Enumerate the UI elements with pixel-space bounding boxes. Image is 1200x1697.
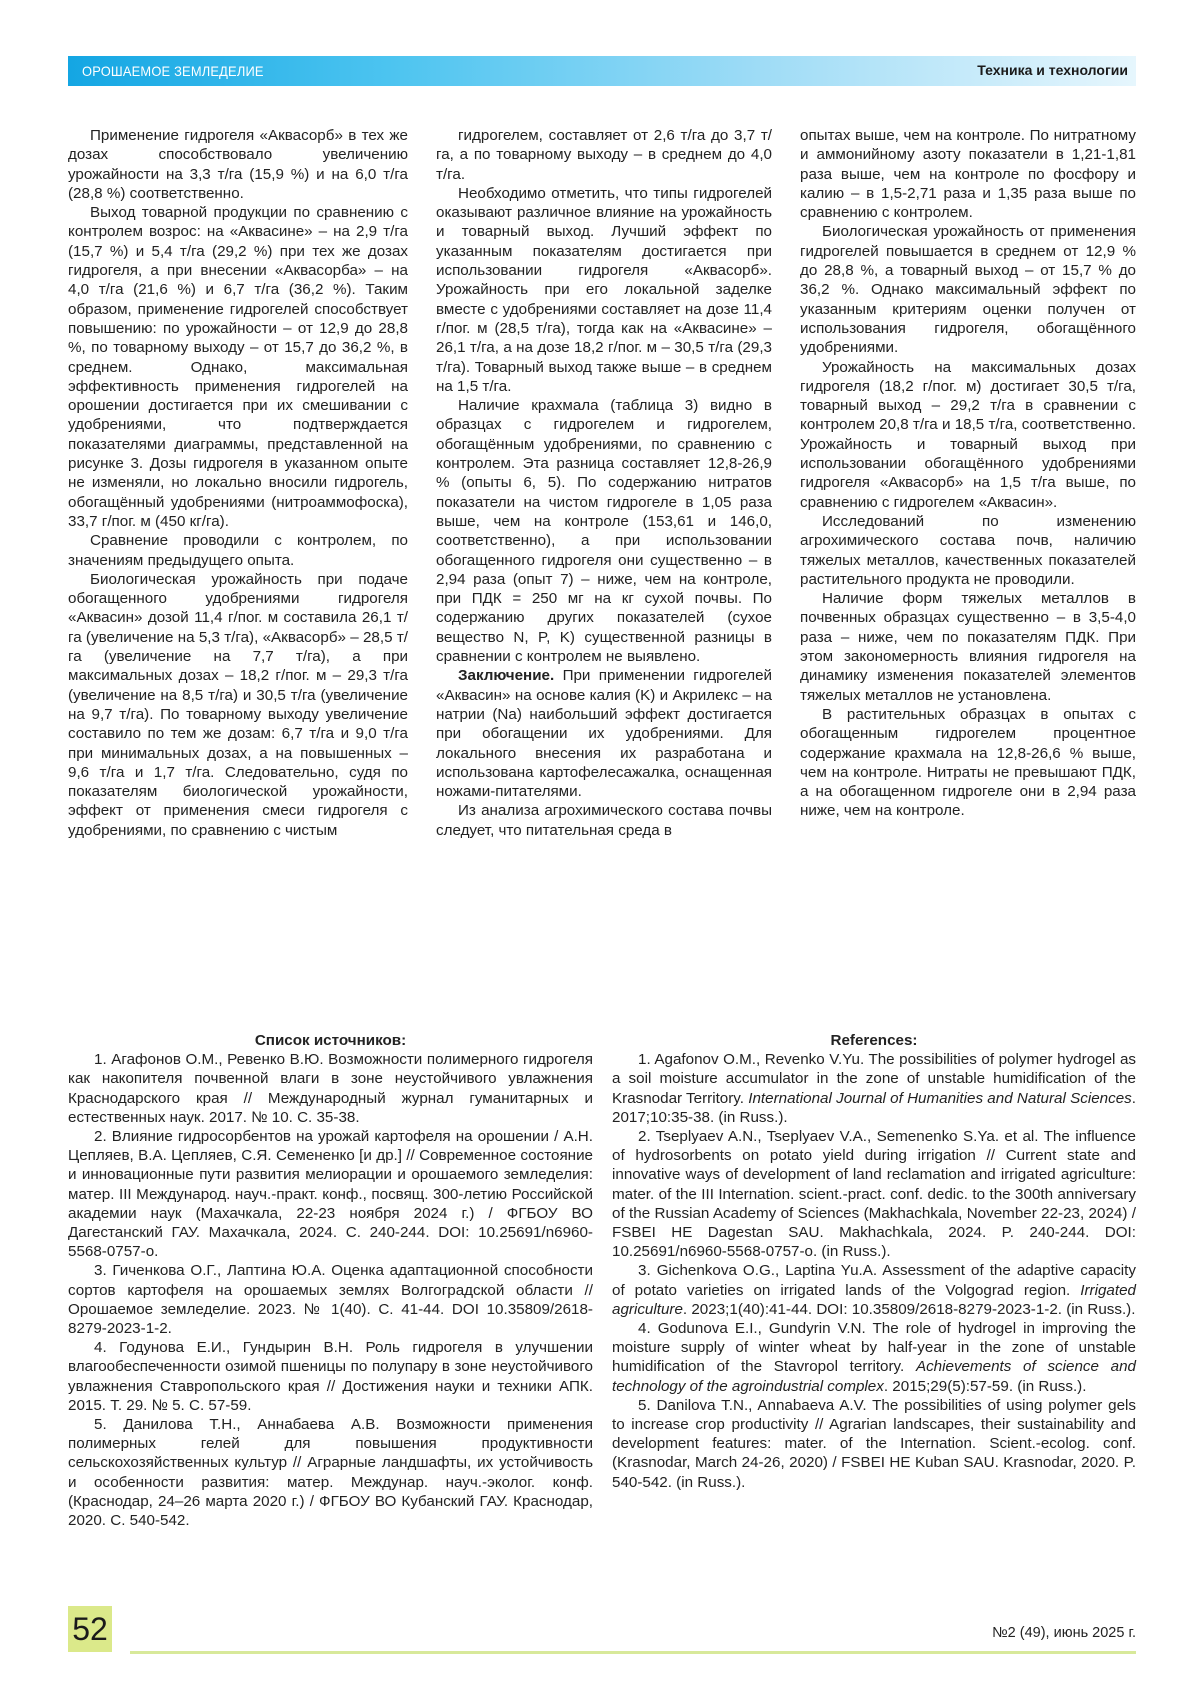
reference-journal: Irrigated agriculture [612, 1281, 1136, 1318]
paragraph: Наличие крахмала (таблица 3) видно в образцах с гидрогелем и гидрогелем, обогащённым удобрениями, по сравнению с контролем. Эта разница составляет 12,8-26,9 % (опыты 6, 5). По содержанию нитратов показатели на чистом гидрогеле в 1,05 раза выше, чем на контроле (153,61 и 146,0, соответственно), а при использовании обогащенного гидрогеля они существенно – в 2,94 раза (опыт 7) – ниже, чем на контроле, при ПДК = 250 мг на кг сухой почвы. По содержанию других показателей (сухое вещество N, P, K) существенной разницы в сравнении с контролем не выявлено. [436, 397, 772, 666]
reference-item: 3. Гиченкова О.Г., Лаптина Ю.А. Оценка адаптационной способности сортов картофеля на орошаемых землях Волгоградской области // Орошаемое земледелие. 2023. № 1(40). С. 41-44. DOI 10.35809/2618-8279-2023-1-2. [68, 1262, 593, 1338]
reference-text: . 2015;29(5):57-59. (in Russ.). [883, 1377, 1087, 1395]
paragraph: Биологическая урожайность от применения гидрогелей повышается в среднем от 12,9 % до 28,8 %, а товарный выход – от 15,7 % до 36,2 %. Однако максимальный эффект по указанным критериям оценки получен от использования гидрогеля, обогащённого удобрениями. [800, 223, 1136, 357]
paragraph: Наличие форм тяжелых металлов в почвенных образцах существенно – в 3,5-4,0 раза – ниже, чем по показателям ПДК. При этом закономерность влияния гидрогеля на динамику изменения показателей элементов тяжелых металлов не установлена. [800, 590, 1136, 704]
reference-item [612, 1396, 1136, 1492]
paragraph: опытах выше, чем на контроле. По нитратному и аммонийному азоту показатели в 1,21-1,81 раза выше, чем на контроле по фосфору и калию – в 1,5-2,71 раза и 1,35 раза выше по сравнению с контролем. [800, 127, 1136, 222]
body-column-2 [436, 126, 772, 840]
reference-item: 2. Влияние гидросорбентов на урожай картофеля на орошении / А.Н. Цепляев, В.А. Цепляев, С.Я. Семененко [и др.] // Современное состояние и инновационные пути развития мелиорации и орошаемого земледелия: матер. III Международ. науч.-практ. конф., посвящ. 300-летию Российской академии наук (Махачкала, 22-23 ноября 2024 г.) / ФГБОУ ВО Дагестанский ГАУ. Махачкала, 2024. С. 240-244. DOI: 10.25691/n6960-5568-0757-o. [68, 1128, 593, 1261]
reference-journal: Achievements of science and technology of the agroindustrial complex [612, 1358, 1136, 1395]
issue-label: №2 (49), июнь 2025 г. [992, 1625, 1136, 1641]
reference-journal: International Journal of Humanities and Natural Sciences [748, 1089, 1132, 1107]
paragraph: Из анализа агрохимического состава почвы следует, что питательная среда в [436, 802, 772, 839]
reference-text: 3. Gichenkova O.G., Laptina Yu.A. Assessment of the adaptive capacity of potato varieties on irrigated lands of the Volgograd region. [612, 1262, 1136, 1299]
reference-text: 5. Danilova T.N., Annabaeva A.V. The possibilities of using polymer gels to increase crop productivity // Agrarian landscapes, their sustainability and development features: mater. of the Internation. Scient.-ecolog. conf. (Krasnodar, March 24-26, 2020) / FSBEI HE Kuban SAU. Krasnodar, 2020. P. 540-542. (in Russ.). [612, 1396, 1136, 1491]
running-header [68, 56, 1136, 86]
reference-item [612, 1127, 1136, 1261]
reference-item [612, 1261, 1136, 1319]
paragraph: Необходимо отметить, что типы гидрогелей оказывают различное влияние на урожайность и товарный выход. Лучший эффект по указанным показателям достигается при использовании гидрогеля «Аквасорб». Урожайность при его локальной заделке вместе с удобрениями составляет на дозе 11,4 г/пог. м (28,5 т/га), тогда как на «Аквасине» – 26,1 т/га, а на дозе 18,2 г/пог. м – 30,5 т/га (29,3 т/га). Товарный выход также выше – в среднем на 1,5 т/га. [436, 184, 772, 395]
body-column-3 [800, 126, 1136, 821]
paragraph: Биологическая урожайность при подаче обогащенного удобрениями гидрогеля «Аквасин» дозой 11,4 г/пог. м составила 26,1 т/га (увеличение на 5,3 т/га), «Аквасорб» – 28,5 т/га (увеличение на 7,7 т/га), а при максимальных дозах – 18,2 г/пог. м – 29,3 т/га (увеличение на 8,5 т/га) и 30,5 т/га (увеличение на 9,7 т/га). По товарному выходу увеличение составило по тем же дозам: 6,7 т/га и 9,0 т/га при минимальных дозах, а на повышенных – 9,6 т/га и 1,7 т/га. Следовательно, судя по показателям биологической урожайности, эффект от применения смеси гидрогеля с удобрениями, по сравнению с чистым [68, 570, 408, 839]
paragraph: Исследований по изменению агрохимического состава почв, наличию тяжелых металлов, качественных показателей растительного продукта не проводили. [800, 512, 1136, 588]
paragraph: Урожайность на максимальных дозах гидрогеля (18,2 г/пог. м) достигает 30,5 т/га, товарный выход – 29,2 т/га в сравнении с контролем 20,8 т/га и 18,5 т/га, соответственно. Урожайность и товарный выход при использовании обогащённого удобрениями гидрогеля «Аквасорб» на 1,5 т/га выше, по сравнению с гидрогелем «Аквасин». [800, 358, 1136, 511]
reference-item: 1. Агафонов О.М., Ревенко В.Ю. Возможности полимерного гидрогеля как накопителя почвенной влаги в зоне неустойчивого увлажнения Краснодарского края // Международный журнал гуманитарных и естественных наук. 2017. № 10. С. 35-38. [68, 1051, 593, 1126]
conclusion-label: Заключение. [458, 667, 555, 685]
reference-text: 4. Godunova E.I., Gundyrin V.N. The role of hydrogel in improving the moisture supply of winter wheat by half-year in the zone of unstable humidification of the Stavropol territory. [612, 1320, 1136, 1376]
references-en-title: References: [830, 1032, 918, 1049]
references-english [612, 1031, 1136, 1492]
page-number: 52 [68, 1606, 112, 1652]
reference-text: . 2017;10:35-38. (in Russ.). [612, 1089, 1136, 1126]
reference-item [612, 1319, 1136, 1396]
references-russian [68, 1031, 593, 1530]
paragraph: Выход товарной продукции по сравнению с контролем возрос: на «Аквасине» – на 2,9 т/га (15,7 %) и 5,4 т/га (29,2 %) при тех же дозах гидрогеля, а при внесении «Аквасорба» – на 4,0 т/га (21,6 %) и 6,7 т/га (36,2 %). Таким образом, применение гидрогелей способствует повышению: по урожайности – от 12,9 до 28,8 %, по товарному выходу – от 15,7 до 36,2 %, в среднем. Однако, максимальная эффективность применения гидрогелей на орошении достигается при их смешивании с удобрениями, что подтверждается показателями диаграммы, представленной на рисунке 3. Дозы гидрогеля в указанном опыте не изменяли, но локально вносили гидрогель, обогащённый удобрениями (нитроаммофоска), 33,7 г/пог. м (450 кг/га). [68, 204, 408, 530]
paragraph: гидрогелем, составляет от 2,6 т/га до 3,7 т/га, а по товарному выходу – в среднем до 4,0 т/га. [436, 127, 772, 183]
conclusion-paragraph [436, 666, 772, 801]
body-column-1 [68, 126, 408, 840]
paragraph: В растительных образцах в опытах с обогащенным гидрогелем процентное содержание крахмала на 12,8-26,6 % выше, чем на контроле. Нитраты не превышают ПДК, а на обогащенном гидрогеле они в 2,94 раза ниже, чем на контроле. [800, 705, 1136, 820]
reference-item: 5. Данилова Т.Н., Аннабаева А.В. Возможности применения полимерных гелей для повышения продуктивности сельскохозяйственных культур // Аграрные ландшафты, их устойчивость и особенности развития: матер. Междунар. науч.-эколог. конф. (Краснодар, 24–26 марта 2020 г.) / ФГБОУ ВО Кубанский ГАУ. Краснодар, 2020. С. 540-542. [68, 1416, 593, 1530]
footer-divider [130, 1651, 1136, 1654]
conclusion-text: При применении гидрогелей «Аквасин» на основе калия (K) и Акрилекс – на натрии (Na) наибольший эффект достигается при обогащении их удобрениями. Для локального внесения их разработана и использована картофелесажалка, оснащенная ножами-питателями. [436, 667, 772, 801]
reference-text: . 2023;1(40):41-44. DOI: 10.35809/2618-8279-2023-1-2. (in Russ.). [682, 1300, 1136, 1318]
reference-text: 1. Agafonov O.M., Revenko V.Yu. The possibilities of polymer hydrogel as a soil moisture accumulator in the zone of unstable humidification of the Krasnodar Territory. [612, 1051, 1136, 1107]
reference-item: 4. Годунова Е.И., Гундырин В.Н. Роль гидрогеля в улучшении влагообеспеченности озимой пшеницы по полупару в зоне неустойчивого увлажнения Ставропольского края // Достижения науки и техники АПК. 2015. Т. 29. № 5. С. 57-59. [68, 1339, 593, 1414]
paragraph: Сравнение проводили с контролем, по значениям предыдущего опыта. [68, 532, 408, 569]
references-ru-title: Список источников: [254, 1032, 407, 1049]
section-title: Техника и технологии [977, 62, 1128, 78]
reference-item [612, 1050, 1136, 1127]
reference-text: 2. Tseplyaev A.N., Tseplyaev V.A., Semenenko S.Ya. et al. The influence of hydrosorbents on potato yield during irrigation // Current state and innovative ways of development of land reclamation and irrigated agriculture: mater. of the III Internation. scient.-pract. conf. dedic. to the 300th anniversary of the Russian Academy of Sciences (Makhachkala, November 22-23, 2024) / FSBEI HE Dagestan SAU. Makhachkala, 2024. P. 240-244. DOI: 10.25691/n6960-5568-0757-o. (in Russ.). [612, 1128, 1136, 1261]
journal-title: ОРОШАЕМОЕ ЗЕМЛЕДЕЛИЕ [82, 63, 264, 79]
paragraph: Применение гидрогеля «Аквасорб» в тех же дозах способствовало увеличению урожайности на 3,3 т/га (15,9 %) и на 6,0 т/га (28,8 %) соответственно. [68, 127, 408, 202]
